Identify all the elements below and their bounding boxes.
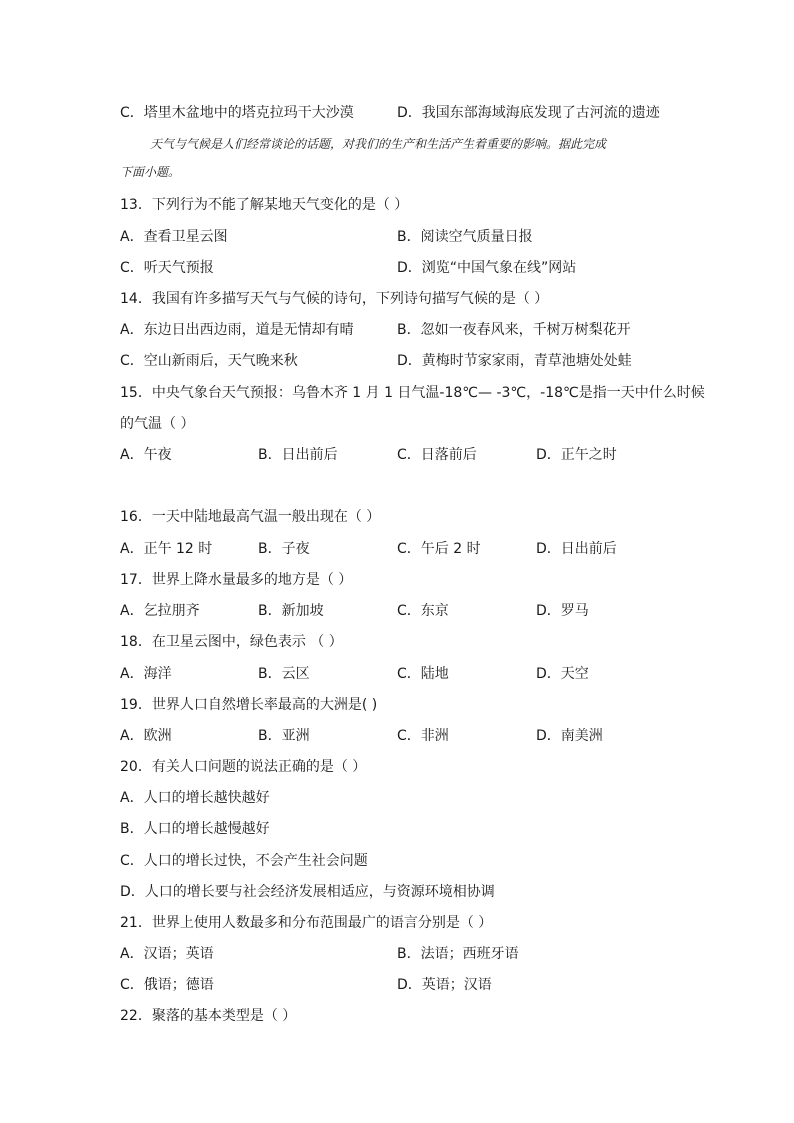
question-19-option-a[interactable]: A．欧洲 bbox=[120, 728, 172, 744]
question-21-option-d[interactable]: D．英语；汉语 bbox=[397, 977, 492, 993]
question-21-option-c[interactable]: C．俄语；德语 bbox=[120, 977, 214, 993]
question-15-option-d[interactable]: D．正午之时 bbox=[536, 447, 617, 463]
question-21-option-a[interactable]: A．汉语；英语 bbox=[120, 946, 214, 962]
question-20-option-b[interactable]: B．人口的增长越慢越好 bbox=[120, 821, 270, 837]
intro-passage bbox=[120, 130, 680, 186]
question-17-stem: 17．世界上降水量最多的地方是（ ） bbox=[120, 572, 353, 588]
question-15-option-a[interactable]: A．午夜 bbox=[120, 447, 172, 463]
question-20-option-d[interactable]: D．人口的增长要与社会经济发展相适应，与资源环境相协调 bbox=[120, 884, 495, 900]
question-20-option-a[interactable]: A．人口的增长越快越好 bbox=[120, 790, 270, 806]
question-19-option-b[interactable]: B．亚洲 bbox=[258, 728, 310, 744]
question-18-option-a[interactable]: A．海洋 bbox=[120, 666, 172, 682]
question-13-option-b[interactable]: B．阅读空气质量日报 bbox=[397, 229, 533, 245]
question-14-option-d[interactable]: D．黄梅时节家家雨，青草池塘处处蛙 bbox=[397, 353, 632, 369]
question-13-option-a[interactable]: A．查看卫星云图 bbox=[120, 229, 228, 245]
question-15-option-c[interactable]: C．日落前后 bbox=[397, 447, 477, 463]
intro-line-2: 下面小题。 bbox=[120, 165, 181, 179]
question-17-option-c[interactable]: C．东京 bbox=[397, 603, 449, 619]
question-21-stem: 21．世界上使用人数最多和分布范围最广的语言分别是（ ） bbox=[120, 915, 493, 931]
question-13-option-d[interactable]: D．浏览“中国气象在线”网站 bbox=[397, 260, 577, 276]
question-20-option-c[interactable]: C．人口的增长过快，不会产生社会问题 bbox=[120, 853, 368, 869]
question-22-stem: 22．聚落的基本类型是（ ） bbox=[120, 1008, 297, 1024]
question-19-option-d[interactable]: D．南美洲 bbox=[536, 728, 603, 744]
question-17-option-a[interactable]: A．乞拉朋齐 bbox=[120, 603, 200, 619]
question-15-option-b[interactable]: B．日出前后 bbox=[258, 447, 338, 463]
question-18-option-c[interactable]: C．陆地 bbox=[397, 666, 449, 682]
question-18-stem: 18．在卫星云图中，绿色表示 （ ） bbox=[120, 634, 343, 650]
prev-option-d: D．我国东部海域海底发现了古河流的遗迹 bbox=[397, 105, 660, 121]
question-17-option-d[interactable]: D．罗马 bbox=[536, 603, 589, 619]
question-16-option-a[interactable]: A．正午 12 时 bbox=[120, 541, 213, 557]
intro-line-1: 天气与气候是人们经常谈论的话题，对我们的生产和生活产生着重要的影响。据此完成 bbox=[150, 137, 607, 151]
question-17-option-b[interactable]: B．新加坡 bbox=[258, 603, 324, 619]
question-18-option-b[interactable]: B．云区 bbox=[258, 666, 310, 682]
question-16-option-c[interactable]: C．午后 2 时 bbox=[397, 541, 481, 557]
question-14-option-b[interactable]: B．忽如一夜春风来，千树万树梨花开 bbox=[397, 322, 631, 338]
prev-option-c: C．塔里木盆地中的塔克拉玛干大沙漠 bbox=[120, 105, 354, 121]
question-18-option-d[interactable]: D．天空 bbox=[536, 666, 589, 682]
question-20-stem: 20．有关人口问题的说法正确的是（ ） bbox=[120, 759, 367, 775]
question-19-stem: 19．世界人口自然增长率最高的大洲是( ) bbox=[120, 697, 378, 713]
question-13-stem: 13．下列行为不能了解某地天气变化的是（ ） bbox=[120, 197, 409, 213]
question-16-option-d[interactable]: D．日出前后 bbox=[536, 541, 617, 557]
question-15-stem-line-2: 的气温（ ） bbox=[120, 416, 195, 432]
question-14-stem: 14．我国有许多描写天气与气候的诗句，下列诗句描写气候的是（ ） bbox=[120, 291, 549, 307]
question-19-option-c[interactable]: C．非洲 bbox=[397, 728, 449, 744]
question-14-option-a[interactable]: A．东边日出西边雨，道是无情却有晴 bbox=[120, 322, 354, 338]
question-15-stem-line-1: 15．中央气象台天气预报：乌鲁木齐 1 月 1 日气温-18℃— -3℃，-18℃是指一天中什么时候 bbox=[120, 385, 705, 401]
question-16-option-b[interactable]: B．子夜 bbox=[258, 541, 310, 557]
question-16-stem: 16．一天中陆地最高气温一般出现在（ ） bbox=[120, 509, 381, 525]
question-14-option-c[interactable]: C．空山新雨后，天气晚来秋 bbox=[120, 353, 298, 369]
question-13-option-c[interactable]: C．听天气预报 bbox=[120, 260, 214, 276]
question-21-option-b[interactable]: B．法语；西班牙语 bbox=[397, 946, 519, 962]
